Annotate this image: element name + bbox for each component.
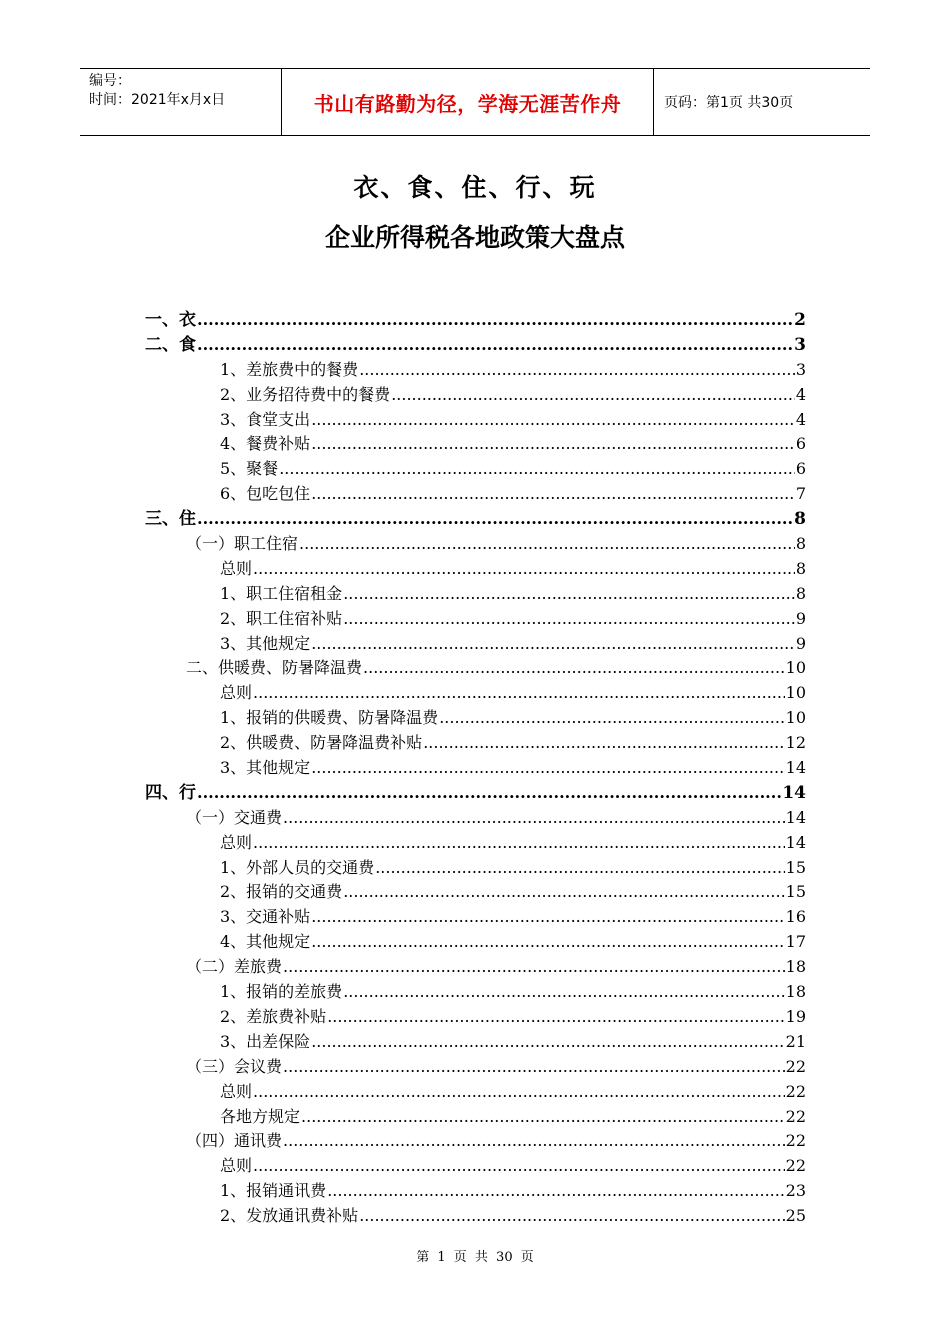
toc-entry-label: 2、职工住宿补贴 [220,608,343,628]
page-header [80,68,870,136]
toc-dot-leader [311,905,784,930]
toc-entry-page: 21 [785,1031,806,1051]
toc-entry-page: 9 [795,633,806,653]
toc-entry[interactable] [220,607,806,632]
toc-entry-page: 25 [785,1206,806,1226]
toc-entry[interactable] [220,880,806,905]
toc-dot-leader [343,980,784,1005]
header-motto: 书山有路勤为径，学海无涯苦作舟 [282,69,654,135]
toc-dot-leader [197,781,781,806]
toc-entry-page: 10 [785,658,806,678]
toc-entry[interactable] [186,532,806,557]
toc-entry-page: 4 [795,384,806,404]
toc-entry-label: 3、出差保险 [220,1031,311,1051]
toc-dot-leader [253,831,785,856]
toc-entry[interactable] [220,1005,806,1030]
toc-entry-label: 1、外部人员的交通费 [220,857,375,877]
toc-entry-label: 5、聚餐 [220,459,279,479]
table-of-contents [0,308,950,1229]
toc-entry-page: 18 [785,982,806,1002]
toc-entry-label: 总则 [220,832,253,852]
toc-entry-label: 2、报销的交通费 [220,882,343,902]
toc-entry[interactable] [220,980,806,1005]
toc-entry[interactable] [145,333,806,358]
toc-dot-leader [311,482,795,507]
toc-entry[interactable] [220,681,806,706]
toc-entry-label: 1、报销的差旅费 [220,982,343,1002]
toc-entry-label: （一）职工住宿 [186,534,299,554]
toc-entry-page: 3 [794,334,806,355]
toc-entry[interactable] [186,955,806,980]
toc-entry-label: （一）交通费 [186,807,283,827]
toc-entry-label: 三、住 [145,509,196,530]
toc-dot-leader [359,358,795,383]
toc-entry-label: 二、供暖费、防暑降温费 [186,658,363,678]
toc-entry-label: 2、供暖费、防暑降温费补贴 [220,733,423,753]
toc-entry-page: 15 [785,882,806,902]
toc-entry[interactable] [220,856,806,881]
toc-entry-label: 2、差旅费补贴 [220,1006,327,1026]
toc-entry-page: 8 [795,534,806,554]
toc-entry-label: 1、报销通讯费 [220,1181,327,1201]
toc-entry-label: 总则 [220,1081,253,1101]
toc-entry-page: 22 [785,1106,806,1126]
toc-entry[interactable] [220,582,806,607]
toc-entry-page: 6 [795,459,806,479]
toc-entry[interactable] [186,656,806,681]
toc-dot-leader [423,731,784,756]
toc-dot-leader [253,681,785,706]
toc-entry-page: 14 [785,758,806,778]
toc-entry[interactable] [220,557,806,582]
toc-entry-label: （三）会议费 [186,1056,283,1076]
toc-entry[interactable] [145,308,806,333]
toc-entry[interactable] [220,408,806,433]
toc-entry-page: 8 [795,583,806,603]
toc-entry[interactable] [220,432,806,457]
toc-entry-page: 22 [785,1056,806,1076]
toc-entry-page: 9 [795,608,806,628]
toc-entry-page: 2 [794,310,806,330]
toc-entry-label: 3、食堂支出 [220,409,311,429]
toc-entry-page: 16 [785,907,806,927]
toc-entry-page: 10 [785,708,806,728]
toc-dot-leader [439,706,784,731]
toc-entry[interactable] [220,1154,806,1179]
toc-entry-label: 1、职工住宿租金 [220,583,343,603]
toc-entry-label: 2、发放通讯费补贴 [220,1206,359,1226]
document-title-line2: 企业所得税各地政策大盘点 [324,223,625,252]
toc-dot-leader [279,457,795,482]
toc-entry[interactable] [186,806,806,831]
toc-entry-page: 14 [785,807,806,827]
toc-entry-page: 12 [785,733,806,753]
toc-dot-leader [253,1154,785,1179]
header-page-info: 页码：第1页 共30页 [664,95,794,111]
toc-entry-label: 1、报销的供暖费、防暑降温费 [220,708,439,728]
toc-dot-leader [311,632,795,657]
toc-dot-leader [311,408,795,433]
toc-entry-page: 10 [785,683,806,703]
toc-entry-page: 14 [782,782,806,803]
toc-dot-leader [327,1005,784,1030]
toc-entry[interactable] [220,831,806,856]
toc-dot-leader [283,1055,785,1080]
toc-entry-label: 3、其他规定 [220,758,311,778]
toc-dot-leader [253,1080,785,1105]
toc-dot-leader [311,930,784,955]
toc-entry-page: 7 [795,484,806,504]
toc-dot-leader [391,383,795,408]
toc-entry-label: 1、差旅费中的餐费 [220,359,359,379]
toc-entry-label: 四、行 [145,782,196,803]
toc-entry[interactable] [220,905,806,930]
toc-entry-page: 14 [785,832,806,852]
document-number-label: 编号： [89,73,131,89]
toc-entry[interactable] [220,706,806,731]
toc-entry[interactable] [220,482,806,507]
toc-entry-label: 总则 [220,558,253,578]
toc-entry-label: （四）通讯费 [186,1131,283,1151]
toc-dot-leader [197,507,793,532]
toc-entry-label: 总则 [220,683,253,703]
toc-entry[interactable] [220,731,806,756]
toc-entry[interactable] [220,756,806,781]
toc-entry-page: 8 [794,509,806,530]
toc-dot-leader [343,607,795,632]
toc-entry-label: 总则 [220,1156,253,1176]
toc-entry[interactable] [220,1030,806,1055]
toc-dot-leader [327,1179,784,1204]
toc-entry[interactable] [220,383,806,408]
toc-entry[interactable] [145,507,806,532]
toc-entry-label: 一、衣 [145,310,196,330]
toc-entry-label: 二、食 [145,334,196,355]
toc-dot-leader [197,308,793,333]
toc-dot-leader [311,432,795,457]
toc-dot-leader [283,955,785,980]
toc-dot-leader [283,806,785,831]
toc-entry-label: 3、其他规定 [220,633,311,653]
toc-entry-label: 4、餐费补贴 [220,434,311,454]
toc-dot-leader [253,557,795,582]
toc-dot-leader [311,1030,784,1055]
toc-entry[interactable] [220,1105,806,1130]
document-time-label: 时间：2021年x月x日 [89,92,226,108]
toc-entry[interactable] [220,358,806,383]
toc-dot-leader [359,1204,784,1229]
toc-entry-page: 6 [795,434,806,454]
toc-entry-label: 2、业务招待费中的餐费 [220,384,391,404]
toc-entry-page: 23 [785,1181,806,1201]
toc-dot-leader [375,856,784,881]
toc-dot-leader [283,1129,785,1154]
toc-entry[interactable] [220,632,806,657]
toc-entry[interactable] [220,1204,806,1229]
toc-entry-page: 18 [785,957,806,977]
toc-entry-page: 3 [795,359,806,379]
document-title-line1: 衣、食、住、行、玩 [353,173,597,202]
toc-dot-leader [343,880,784,905]
toc-entry-label: 各地方规定 [220,1106,301,1126]
page-footer: 第 1 页 共 30 页 [416,1250,534,1265]
toc-dot-leader [363,656,785,681]
toc-entry-page: 19 [785,1006,806,1026]
toc-entry[interactable] [145,781,806,806]
toc-entry-label: 6、包吃包住 [220,484,311,504]
toc-entry-page: 4 [795,409,806,429]
toc-entry[interactable] [220,1080,806,1105]
toc-entry-page: 8 [795,558,806,578]
toc-entry[interactable] [186,1055,806,1080]
toc-entry[interactable] [220,457,806,482]
toc-entry-page: 22 [785,1156,806,1176]
toc-entry-page: 22 [785,1081,806,1101]
toc-dot-leader [343,582,795,607]
toc-entry-label: （二）差旅费 [186,957,283,977]
toc-entry-page: 15 [785,857,806,877]
header-meta [80,69,282,135]
toc-dot-leader [299,532,795,557]
toc-dot-leader [311,756,784,781]
toc-entry-label: 3、交通补贴 [220,907,311,927]
toc-dot-leader [301,1105,785,1130]
toc-dot-leader [197,333,793,358]
toc-entry-label: 4、其他规定 [220,932,311,952]
toc-entry-page: 17 [785,932,806,952]
toc-entry-page: 22 [785,1131,806,1151]
toc-entry[interactable] [220,1179,806,1204]
toc-entry[interactable] [220,930,806,955]
toc-entry[interactable] [186,1129,806,1154]
